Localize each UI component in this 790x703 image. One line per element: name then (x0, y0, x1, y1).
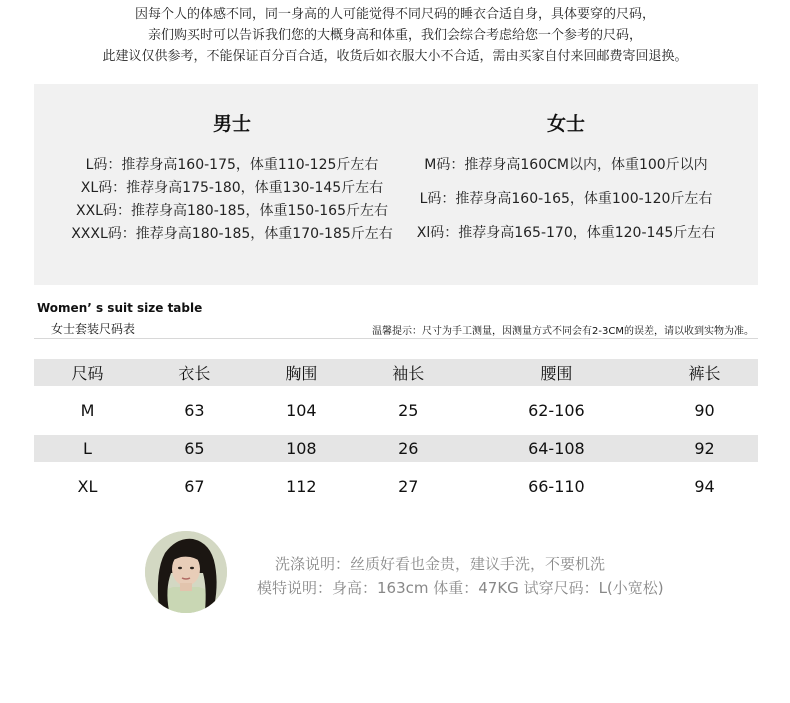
men-size-line: L码：推荐身高160-175，体重110-125斤左右 (85, 157, 379, 173)
size-guide-panel (34, 84, 758, 285)
model-portrait-image (145, 531, 227, 613)
table-heading-cn: 女士套装尺码表 (51, 322, 136, 336)
table-cell: 66-110 (528, 477, 585, 496)
table-cell: 90 (694, 401, 715, 420)
header-cell: 裤长 (651, 359, 758, 386)
men-size-line: XXXL码：推荐身高180-185，体重170-185斤左右 (71, 226, 393, 242)
women-size-line: L码：推荐身高160-165，体重100-120斤左右 (419, 191, 713, 207)
table-cell: 62-106 (528, 401, 585, 420)
men-size-line: XL码：推荐身高175-180，体重130-145斤左右 (80, 180, 384, 196)
measurement-note: 温馨提示：尺寸为手工测量，因测量方式不同会有2-3CM的误差，请以收到实物为准。 (372, 326, 754, 337)
men-size-line: XXL码：推荐身高180-185，体重150-165斤左右 (76, 203, 388, 219)
table-header-row (34, 359, 758, 386)
table-heading-en: Women’ s suit size table (37, 301, 203, 315)
header-cell: 胸围 (248, 359, 355, 386)
women-title: 女士 (546, 113, 585, 135)
table-cell: 64-108 (462, 435, 651, 462)
divider (34, 338, 758, 339)
table-cell: 112 (286, 477, 317, 496)
table-cell: 65 (141, 435, 248, 462)
table-cell: M (80, 401, 95, 420)
table-cell: 94 (694, 477, 715, 496)
table-row (34, 435, 758, 462)
header-cell: 尺码 (34, 359, 141, 386)
intro-line-2: 亲们购买时可以告诉我们您的大概身高和体重，我们会综合考虑给您一个参考的尺码， (147, 28, 642, 43)
table-row (34, 462, 758, 511)
table-cell: 26 (355, 435, 462, 462)
model-info: 模特说明：身高：163cm 体重：47KG 试穿尺码：L(小宽松) (257, 579, 664, 597)
women-size-guide (386, 84, 746, 250)
table-cell: 108 (248, 435, 355, 462)
table-cell: 67 (184, 477, 205, 496)
header-cell: 腰围 (462, 359, 651, 386)
intro-line-3: 此建议仅供参考，不能保证百分百合适，收货后如衣服大小不合适，需由买家自付来回邮费寄回退换。 (102, 49, 688, 64)
care-instructions (257, 552, 664, 600)
wash-instructions: 洗涤说明：丝质好看也金贵，建议手洗，不要机洗 (275, 555, 606, 573)
table-cell: 63 (184, 401, 205, 420)
men-size-guide (52, 84, 412, 246)
model-avatar (145, 531, 227, 613)
women-size-line: Xl码：推荐身高165-170，体重120-145斤左右 (416, 225, 716, 241)
table-cell: 27 (398, 477, 419, 496)
intro-text (0, 4, 790, 67)
intro-line-1: 因每个人的体感不同，同一身高的人可能觉得不同尺码的睡衣合适自身，具体要穿的尺码， (134, 7, 655, 22)
table-row (34, 386, 758, 435)
table-cell: XL (77, 477, 98, 496)
table-cell: 104 (286, 401, 317, 420)
header-cell: 袖长 (355, 359, 462, 386)
men-title: 男士 (212, 113, 251, 135)
table-cell: L (34, 435, 141, 462)
size-table (34, 359, 758, 511)
header-cell: 衣长 (141, 359, 248, 386)
table-cell: 25 (398, 401, 419, 420)
table-cell: 92 (651, 435, 758, 462)
women-size-line: M码：推荐身高160CM以内，体重100斤以内 (424, 157, 708, 173)
